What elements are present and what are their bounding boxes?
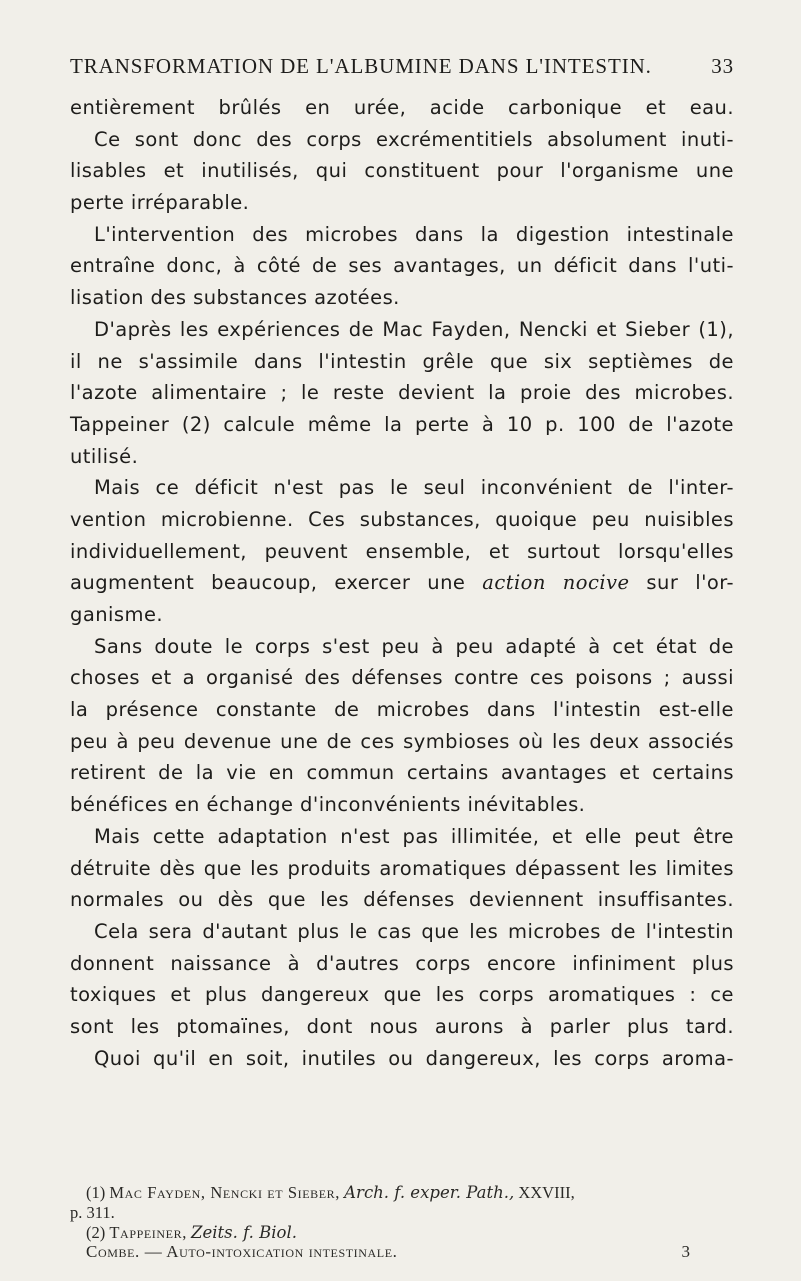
footnote-author: Tappeiner, [109,1223,187,1242]
text-line: bénéfices en échange d'inconvénients inévitables. [70,793,586,817]
footnote-marker: (1) [86,1183,106,1202]
footnote-authors: Mac Fayden, Nencki et Sieber, [109,1183,341,1202]
text-line: Sans doute le corps s'est peu à peu adapté à cet état de [94,634,734,658]
text-line: L'intervention des microbes dans la digestion intestinale [94,222,734,246]
text-line: entraîne donc, à côté de ses avantages, un déficit dans l'uti- [70,254,734,278]
text-line: l'azote alimentaire ; le reste devient la proie des microbes. [70,381,734,405]
text-line: Cela sera d'autant plus le cas que les microbes de l'intestin [94,919,734,943]
text-line-part: sur l'or- [646,571,734,595]
text-line: individuellement, peuvent ensemble, et surtout lorsqu'elles [70,539,734,563]
text-line: sont les ptomaïnes, dont nous aurons à parler plus tard. [70,1014,734,1038]
running-head [70,54,734,84]
text-line: perte irréparable. [70,191,250,215]
text-line: Mais cette adaptation n'est pas illimitée, et elle peut être [94,824,734,848]
text-line: entièrement brûlés en urée, acide carbonique et eau. [70,96,734,119]
text-line: lisables et inutilisés, qui constituent pour l'organisme une [70,159,734,183]
text-line: Mais ce déficit n'est pas le seul inconvénient de l'inter- [94,476,734,500]
text-line: donnent naissance à d'autres corps encore infiniment plus [70,951,734,975]
body-text [70,92,734,1074]
text-line: toxiques et plus dangereux que les corps aromatiques : ce [70,983,734,1007]
footnote-journal: Arch. f. exper. Path., [344,1183,515,1202]
italic-phrase: action nocive [482,571,630,595]
footnote-volume: XXVIII, [518,1183,575,1202]
signature-text: Combe. — Auto-intoxication intestinale. [86,1242,398,1261]
text-line: ganisme. [70,603,164,626]
footnote-1 [70,1183,734,1203]
text-line-with-italic [70,567,734,599]
page-number: 33 [711,54,734,78]
text-line: il ne s'assimile dans l'intestin grêle que six septièmes de [70,349,734,373]
running-head-title: TRANSFORMATION DE L'ALBUMINE DANS L'INTESTIN. [70,54,652,78]
footnote-journal: Zeits. f. Biol. [191,1223,298,1242]
text-line: détruite dès que les produits aromatiques dépassent les limites [70,856,734,880]
text-line-part: augmentent beaucoup, exercer une [70,571,466,595]
footnote-2 [70,1223,734,1243]
text-line: D'après les expériences de Mac Fayden, Nencki et Sieber (1), [94,317,734,341]
text-line: Ce sont donc des corps excrémentitiels absolument inuti- [94,127,734,151]
text-line: la présence constante de microbes dans l'intestin est-elle [70,698,734,722]
text-line: lisation des substances azotées. [70,286,400,310]
text-line: Quoi qu'il en soit, inutiles ou dangereux, les corps aroma- [94,1046,734,1070]
text-line: utilisé. [70,444,139,468]
printer-signature [86,1242,734,1264]
text-line: Tappeiner (2) calcule même la perte à 10 p. 100 de l'azote [70,412,734,436]
text-line: vention microbienne. Ces substances, quoique peu nuisibles [70,507,734,531]
footnote-marker: (2) [86,1223,106,1242]
text-line: peu à peu devenue une de ces symbioses où les deux associés [70,729,734,753]
text-line: retirent de la vie en commun certains avantages et certains [70,761,734,785]
text-line: choses et a organisé des défenses contre ces poisons ; aussi [70,666,734,690]
footnote-1-continued: p. 311. [70,1203,115,1222]
footnotes [70,1183,734,1243]
signature-number: 3 [681,1242,690,1261]
text-line: normales ou dès que les défenses deviennent insuffisantes. [70,888,734,912]
